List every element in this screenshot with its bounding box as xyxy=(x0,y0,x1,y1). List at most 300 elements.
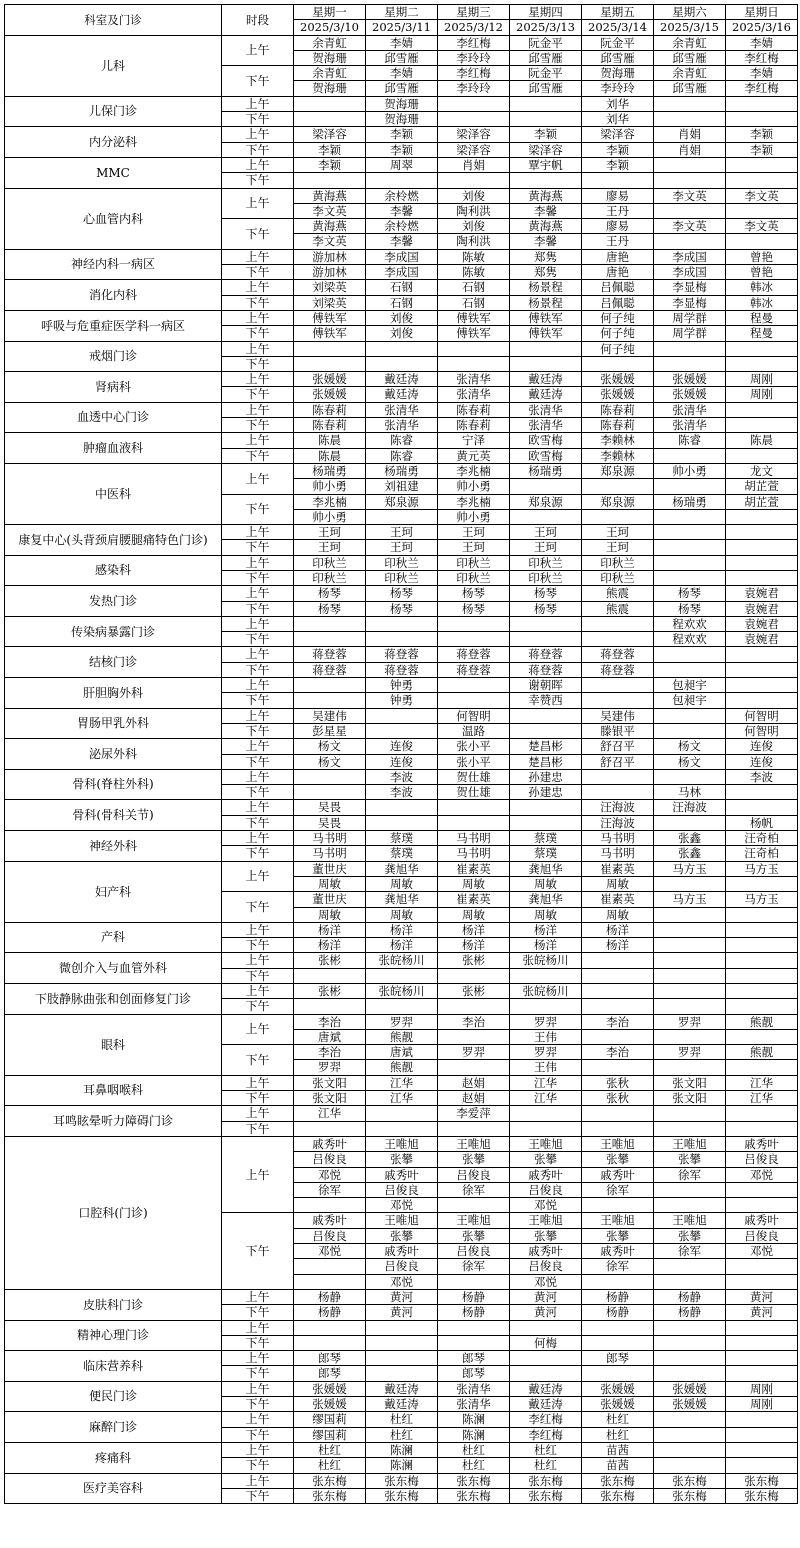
doctor-cell: 杨静 xyxy=(654,1305,726,1320)
doctor-cell: 胡芷萱 xyxy=(726,494,798,509)
doctor-cell: 张彬 xyxy=(438,984,510,999)
time-slot-label: 下午 xyxy=(222,815,294,830)
doctor-cell: 钟勇 xyxy=(366,693,438,708)
doctor-cell: 张清华 xyxy=(654,402,726,417)
time-slot-label: 上午 xyxy=(222,1351,294,1366)
time-slot-label: 上午 xyxy=(222,402,294,417)
time-slot-label: 下午 xyxy=(222,693,294,708)
doctor-cell: 包昶宇 xyxy=(654,693,726,708)
doctor-cell xyxy=(654,968,726,983)
doctor-cell: 贺海珊 xyxy=(294,50,366,65)
doctor-cell: 傅铁军 xyxy=(294,326,366,341)
doctor-cell: 蒋登蓉 xyxy=(438,647,510,662)
doctor-cell: 汪奇柏 xyxy=(726,846,798,861)
doctor-cell xyxy=(654,555,726,570)
doctor-cell xyxy=(726,112,798,127)
doctor-cell: 周学群 xyxy=(654,326,726,341)
doctor-cell: 何智明 xyxy=(726,708,798,723)
time-slot-label: 上午 xyxy=(222,953,294,968)
day-name-header: 星期三 xyxy=(438,5,510,20)
doctor-cell: 阮金平 xyxy=(510,66,582,81)
doctor-cell: 李赖林 xyxy=(582,448,654,463)
doctor-cell: 何子纯 xyxy=(582,310,654,325)
doctor-cell: 陈睿 xyxy=(366,433,438,448)
time-slot-label: 下午 xyxy=(222,1397,294,1412)
department-name: 儿保门诊 xyxy=(5,96,222,127)
doctor-cell: 李颖 xyxy=(366,127,438,142)
schedule-table xyxy=(4,4,798,1504)
doctor-cell: 崔素英 xyxy=(582,892,654,907)
schedule-row xyxy=(5,157,798,172)
doctor-cell: 杜红 xyxy=(294,1442,366,1457)
doctor-cell: 李红梅 xyxy=(510,1427,582,1442)
doctor-cell: 吕俊良 xyxy=(438,1244,510,1259)
doctor-cell: 袁婉君 xyxy=(726,632,798,647)
doctor-cell xyxy=(654,1412,726,1427)
doctor-cell xyxy=(654,570,726,585)
doctor-cell: 杨静 xyxy=(438,1289,510,1304)
doctor-cell: 刘华 xyxy=(582,112,654,127)
doctor-cell: 陈晨 xyxy=(726,433,798,448)
doctor-cell: 游加林 xyxy=(294,249,366,264)
doctor-cell: 马书明 xyxy=(582,831,654,846)
doctor-cell xyxy=(438,356,510,371)
doctor-cell xyxy=(654,112,726,127)
doctor-cell: 覃宇帆 xyxy=(510,157,582,172)
doctor-cell: 张文阳 xyxy=(294,1091,366,1106)
doctor-cell: 杨景程 xyxy=(510,295,582,310)
doctor-cell: 罗羿 xyxy=(510,1014,582,1029)
doctor-cell: 郎琴 xyxy=(294,1351,366,1366)
doctor-cell xyxy=(582,999,654,1014)
doctor-cell xyxy=(726,1458,798,1473)
doctor-cell: 杨琴 xyxy=(294,601,366,616)
doctor-cell: 戴廷涛 xyxy=(366,372,438,387)
doctor-cell: 陈敏 xyxy=(438,265,510,280)
doctor-cell xyxy=(726,1259,798,1274)
department-name: 产科 xyxy=(5,922,222,953)
doctor-cell: 余青虹 xyxy=(654,35,726,50)
doctor-cell: 蒋登蓉 xyxy=(510,662,582,677)
doctor-cell: 李玲玲 xyxy=(438,50,510,65)
doctor-cell: 戚秀叶 xyxy=(366,1167,438,1182)
doctor-cell: 周敏 xyxy=(510,907,582,922)
doctor-cell xyxy=(654,1121,726,1136)
doctor-cell xyxy=(366,1106,438,1121)
doctor-cell: 杜红 xyxy=(294,1458,366,1473)
doctor-cell xyxy=(510,800,582,815)
schedule-row xyxy=(5,739,798,754)
doctor-cell: 李婧 xyxy=(366,35,438,50)
doctor-cell: 王伟 xyxy=(510,1029,582,1044)
doctor-cell xyxy=(294,693,366,708)
doctor-cell: 陶利洪 xyxy=(438,203,510,218)
doctor-cell: 梁泽容 xyxy=(438,127,510,142)
doctor-cell: 袁婉君 xyxy=(726,601,798,616)
doctor-cell xyxy=(366,708,438,723)
time-slot-label: 上午 xyxy=(222,1289,294,1304)
doctor-cell xyxy=(726,540,798,555)
doctor-cell: 杨洋 xyxy=(510,922,582,937)
doctor-cell: 石钢 xyxy=(438,280,510,295)
doctor-cell: 贺海珊 xyxy=(582,66,654,81)
doctor-cell: 邓悦 xyxy=(726,1167,798,1182)
doctor-cell: 杨静 xyxy=(582,1305,654,1320)
doctor-cell: 徐军 xyxy=(654,1167,726,1182)
doctor-cell xyxy=(366,356,438,371)
doctor-cell: 李兆楠 xyxy=(438,494,510,509)
doctor-cell xyxy=(726,1442,798,1457)
department-name: 妇产科 xyxy=(5,861,222,922)
doctor-cell xyxy=(726,1106,798,1121)
time-slot-label: 上午 xyxy=(222,35,294,66)
doctor-cell xyxy=(726,509,798,524)
doctor-cell: 陈春莉 xyxy=(582,418,654,433)
department-name: 肝胆胸外科 xyxy=(5,678,222,709)
doctor-cell: 吴畏 xyxy=(294,800,366,815)
doctor-cell: 余青虹 xyxy=(654,66,726,81)
doctor-cell xyxy=(726,173,798,188)
doctor-cell: 马书明 xyxy=(438,831,510,846)
doctor-cell: 周敏 xyxy=(366,907,438,922)
doctor-cell xyxy=(582,173,654,188)
time-slot-label: 下午 xyxy=(222,66,294,97)
doctor-cell xyxy=(726,968,798,983)
doctor-cell: 张媛媛 xyxy=(294,387,366,402)
doctor-cell: 龚旭华 xyxy=(510,861,582,876)
department-name: 神经外科 xyxy=(5,831,222,862)
doctor-cell: 戴廷涛 xyxy=(510,387,582,402)
doctor-cell xyxy=(294,112,366,127)
doctor-cell: 张攀 xyxy=(510,1228,582,1243)
doctor-cell: 印秋兰 xyxy=(510,570,582,585)
time-slot-label: 上午 xyxy=(222,525,294,540)
doctor-cell: 印秋兰 xyxy=(438,555,510,570)
doctor-cell: 梁泽容 xyxy=(294,127,366,142)
doctor-cell xyxy=(654,907,726,922)
doctor-cell: 印秋兰 xyxy=(582,555,654,570)
time-slot-label: 下午 xyxy=(222,219,294,250)
doctor-cell xyxy=(654,479,726,494)
doctor-cell: 印秋兰 xyxy=(510,555,582,570)
doctor-cell: 马书明 xyxy=(438,846,510,861)
doctor-cell: 张媛媛 xyxy=(654,1397,726,1412)
doctor-cell: 舒召平 xyxy=(582,754,654,769)
doctor-cell: 龚旭华 xyxy=(510,892,582,907)
doctor-cell: 陈睿 xyxy=(366,448,438,463)
doctor-cell: 王珂 xyxy=(294,525,366,540)
doctor-cell xyxy=(366,632,438,647)
day-date-header: 2025/3/14 xyxy=(582,20,654,35)
doctor-cell: 李馨 xyxy=(510,234,582,249)
doctor-cell: 李颖 xyxy=(366,142,438,157)
doctor-cell: 蔡璞 xyxy=(366,831,438,846)
doctor-cell xyxy=(582,356,654,371)
schedule-row xyxy=(5,1473,798,1488)
time-slot-label: 上午 xyxy=(222,586,294,601)
doctor-cell xyxy=(654,647,726,662)
doctor-cell: 戚秀叶 xyxy=(366,1244,438,1259)
doctor-cell xyxy=(654,815,726,830)
doctor-cell: 张皖杨川 xyxy=(366,984,438,999)
doctor-cell: 李兆楠 xyxy=(438,463,510,478)
doctor-cell xyxy=(726,1121,798,1136)
doctor-cell: 张媛媛 xyxy=(582,1381,654,1396)
doctor-cell: 陈澜 xyxy=(366,1458,438,1473)
doctor-cell xyxy=(294,1335,366,1350)
doctor-cell: 周刚 xyxy=(726,1381,798,1396)
doctor-cell: 周敏 xyxy=(438,907,510,922)
doctor-cell: 帅小勇 xyxy=(294,479,366,494)
doctor-cell: 杨帆 xyxy=(726,815,798,830)
doctor-cell: 黄海燕 xyxy=(294,188,366,203)
doctor-cell: 赵娟 xyxy=(438,1075,510,1090)
doctor-cell xyxy=(726,647,798,662)
doctor-cell xyxy=(366,1351,438,1366)
doctor-cell: 舒召平 xyxy=(582,739,654,754)
time-slot-label: 上午 xyxy=(222,280,294,295)
doctor-cell xyxy=(294,341,366,356)
doctor-cell: 戚秀叶 xyxy=(294,1213,366,1228)
dept-column-header: 科室及门诊 xyxy=(5,5,222,36)
doctor-cell: 李红梅 xyxy=(438,35,510,50)
doctor-cell: 阮金平 xyxy=(510,35,582,50)
doctor-cell: 蒋登蓉 xyxy=(582,647,654,662)
doctor-cell xyxy=(510,1351,582,1366)
time-slot-label: 上午 xyxy=(222,341,294,356)
doctor-cell: 戴廷涛 xyxy=(366,1381,438,1396)
day-date-header: 2025/3/12 xyxy=(438,20,510,35)
doctor-cell xyxy=(438,1274,510,1289)
department-name: 中医科 xyxy=(5,463,222,524)
time-slot-label: 下午 xyxy=(222,448,294,463)
doctor-cell: 王珂 xyxy=(366,540,438,555)
doctor-cell xyxy=(654,769,726,784)
doctor-cell xyxy=(726,1274,798,1289)
doctor-cell xyxy=(510,815,582,830)
doctor-cell xyxy=(726,922,798,937)
doctor-cell xyxy=(510,96,582,111)
doctor-cell xyxy=(582,1106,654,1121)
department-name: 呼吸与危重症医学科一病区 xyxy=(5,310,222,341)
doctor-cell: 江华 xyxy=(726,1075,798,1090)
doctor-cell xyxy=(654,999,726,1014)
doctor-cell: 江华 xyxy=(510,1075,582,1090)
doctor-cell: 连俊 xyxy=(366,754,438,769)
doctor-cell: 张攀 xyxy=(582,1228,654,1243)
time-slot-label: 下午 xyxy=(222,1305,294,1320)
doctor-cell xyxy=(726,1335,798,1350)
doctor-cell: 游加林 xyxy=(294,265,366,280)
time-slot-label: 上午 xyxy=(222,616,294,631)
doctor-cell: 张清华 xyxy=(366,402,438,417)
doctor-cell xyxy=(654,1458,726,1473)
doctor-cell: 张彬 xyxy=(438,953,510,968)
doctor-cell xyxy=(294,769,366,784)
doctor-cell: 滕银平 xyxy=(582,723,654,738)
doctor-cell: 戴廷涛 xyxy=(510,1397,582,1412)
doctor-cell xyxy=(726,341,798,356)
department-name: 下肢静脉曲张和创面修复门诊 xyxy=(5,984,222,1015)
doctor-cell: 周敏 xyxy=(582,907,654,922)
doctor-cell: 张秋 xyxy=(582,1075,654,1090)
doctor-cell xyxy=(654,1427,726,1442)
doctor-cell: 王珂 xyxy=(366,525,438,540)
doctor-cell: 马方玉 xyxy=(726,861,798,876)
doctor-cell xyxy=(366,723,438,738)
doctor-cell: 印秋兰 xyxy=(366,570,438,585)
doctor-cell: 罗羿 xyxy=(510,1045,582,1060)
doctor-cell xyxy=(654,1259,726,1274)
doctor-cell xyxy=(654,1198,726,1213)
doctor-cell: 郎琴 xyxy=(438,1366,510,1381)
doctor-cell xyxy=(438,1335,510,1350)
doctor-cell xyxy=(726,570,798,585)
time-slot-label: 下午 xyxy=(222,418,294,433)
doctor-cell: 龚旭华 xyxy=(366,861,438,876)
doctor-cell: 罗羿 xyxy=(366,1014,438,1029)
doctor-cell: 李文英 xyxy=(294,203,366,218)
time-slot-label: 下午 xyxy=(222,295,294,310)
doctor-cell: 张攀 xyxy=(438,1152,510,1167)
doctor-cell xyxy=(582,1335,654,1350)
doctor-cell: 熊震 xyxy=(582,601,654,616)
time-slot-label: 上午 xyxy=(222,739,294,754)
doctor-cell: 徐军 xyxy=(438,1259,510,1274)
doctor-cell: 蔡璞 xyxy=(366,846,438,861)
doctor-cell: 李治 xyxy=(582,1045,654,1060)
doctor-cell: 吕佩聪 xyxy=(582,295,654,310)
doctor-cell xyxy=(654,525,726,540)
doctor-cell: 杨瑞勇 xyxy=(654,494,726,509)
doctor-cell: 杜红 xyxy=(582,1412,654,1427)
doctor-cell xyxy=(654,540,726,555)
doctor-cell xyxy=(582,785,654,800)
time-slot-label: 下午 xyxy=(222,1427,294,1442)
doctor-cell xyxy=(654,509,726,524)
doctor-cell: 印秋兰 xyxy=(366,555,438,570)
doctor-cell: 帅小勇 xyxy=(294,509,366,524)
time-slot-label: 上午 xyxy=(222,555,294,570)
doctor-cell: 张清华 xyxy=(510,418,582,433)
day-date-header: 2025/3/10 xyxy=(294,20,366,35)
schedule-row xyxy=(5,1289,798,1304)
department-name: 戒烟门诊 xyxy=(5,341,222,372)
doctor-cell: 余柃燃 xyxy=(366,219,438,234)
doctor-cell: 杨文 xyxy=(294,754,366,769)
doctor-cell xyxy=(510,112,582,127)
doctor-cell: 蒋登蓉 xyxy=(582,662,654,677)
time-slot-label: 下午 xyxy=(222,938,294,953)
schedule-row xyxy=(5,1106,798,1121)
doctor-cell: 唐斌 xyxy=(366,1045,438,1060)
doctor-cell xyxy=(438,1320,510,1335)
doctor-cell: 李颖 xyxy=(726,142,798,157)
department-name: 消化内科 xyxy=(5,280,222,311)
schedule-row xyxy=(5,96,798,111)
doctor-cell xyxy=(726,953,798,968)
time-slot-label: 上午 xyxy=(222,1136,294,1212)
doctor-cell: 张鑫 xyxy=(654,831,726,846)
doctor-cell xyxy=(438,693,510,708)
department-name: MMC xyxy=(5,157,222,188)
doctor-cell xyxy=(582,632,654,647)
doctor-cell xyxy=(438,632,510,647)
doctor-cell: 汪奇柏 xyxy=(726,831,798,846)
doctor-cell: 张攀 xyxy=(654,1152,726,1167)
doctor-cell: 黄河 xyxy=(726,1289,798,1304)
doctor-cell xyxy=(438,173,510,188)
doctor-cell: 邓悦 xyxy=(510,1274,582,1289)
doctor-cell: 唐艳 xyxy=(582,249,654,264)
doctor-cell: 张东梅 xyxy=(654,1473,726,1488)
time-slot-label: 上午 xyxy=(222,157,294,172)
doctor-cell: 吕佩聪 xyxy=(582,280,654,295)
doctor-cell: 董世庆 xyxy=(294,861,366,876)
doctor-cell: 周敏 xyxy=(294,876,366,891)
time-slot-label: 下午 xyxy=(222,662,294,677)
doctor-cell xyxy=(294,1259,366,1274)
doctor-cell: 包昶宇 xyxy=(654,678,726,693)
day-name-header: 星期一 xyxy=(294,5,366,20)
doctor-cell: 刘祖建 xyxy=(366,479,438,494)
doctor-cell: 周敏 xyxy=(294,907,366,922)
doctor-cell: 李显梅 xyxy=(654,295,726,310)
doctor-cell: 罗羿 xyxy=(294,1060,366,1075)
doctor-cell: 李波 xyxy=(726,769,798,784)
doctor-cell: 周翠 xyxy=(366,157,438,172)
doctor-cell: 何子纯 xyxy=(582,326,654,341)
time-slot-label: 上午 xyxy=(222,1106,294,1121)
doctor-cell xyxy=(294,678,366,693)
time-slot-label: 上午 xyxy=(222,433,294,448)
doctor-cell: 杨琴 xyxy=(510,586,582,601)
time-slot-label: 下午 xyxy=(222,1091,294,1106)
doctor-cell: 唐艳 xyxy=(582,265,654,280)
doctor-cell: 杜红 xyxy=(510,1458,582,1473)
header-row xyxy=(5,5,798,20)
time-slot-label: 上午 xyxy=(222,1442,294,1457)
doctor-cell xyxy=(726,999,798,1014)
department-name: 肾病科 xyxy=(5,372,222,403)
day-name-header: 星期六 xyxy=(654,5,726,20)
doctor-cell: 张媛媛 xyxy=(654,372,726,387)
doctor-cell xyxy=(294,1320,366,1335)
doctor-cell: 戚秀叶 xyxy=(582,1167,654,1182)
schedule-row xyxy=(5,769,798,784)
doctor-cell xyxy=(510,1106,582,1121)
doctor-cell: 张东梅 xyxy=(510,1473,582,1488)
doctor-cell: 戚秀叶 xyxy=(510,1167,582,1182)
doctor-cell: 蒋登蓉 xyxy=(366,662,438,677)
doctor-cell: 张鑫 xyxy=(654,846,726,861)
doctor-cell: 戴廷涛 xyxy=(366,387,438,402)
doctor-cell: 李颖 xyxy=(294,142,366,157)
time-slot-label: 下午 xyxy=(222,846,294,861)
doctor-cell: 蔡璞 xyxy=(510,846,582,861)
doctor-cell xyxy=(294,96,366,111)
doctor-cell: 张小平 xyxy=(438,739,510,754)
doctor-cell: 程曼 xyxy=(726,326,798,341)
doctor-cell: 杨琴 xyxy=(438,586,510,601)
day-name-header: 星期四 xyxy=(510,5,582,20)
doctor-cell xyxy=(654,341,726,356)
doctor-cell: 邱雪雁 xyxy=(654,50,726,65)
doctor-cell: 缪国莉 xyxy=(294,1427,366,1442)
doctor-cell xyxy=(510,1320,582,1335)
doctor-cell: 杨琴 xyxy=(366,601,438,616)
doctor-cell: 杨文 xyxy=(294,739,366,754)
